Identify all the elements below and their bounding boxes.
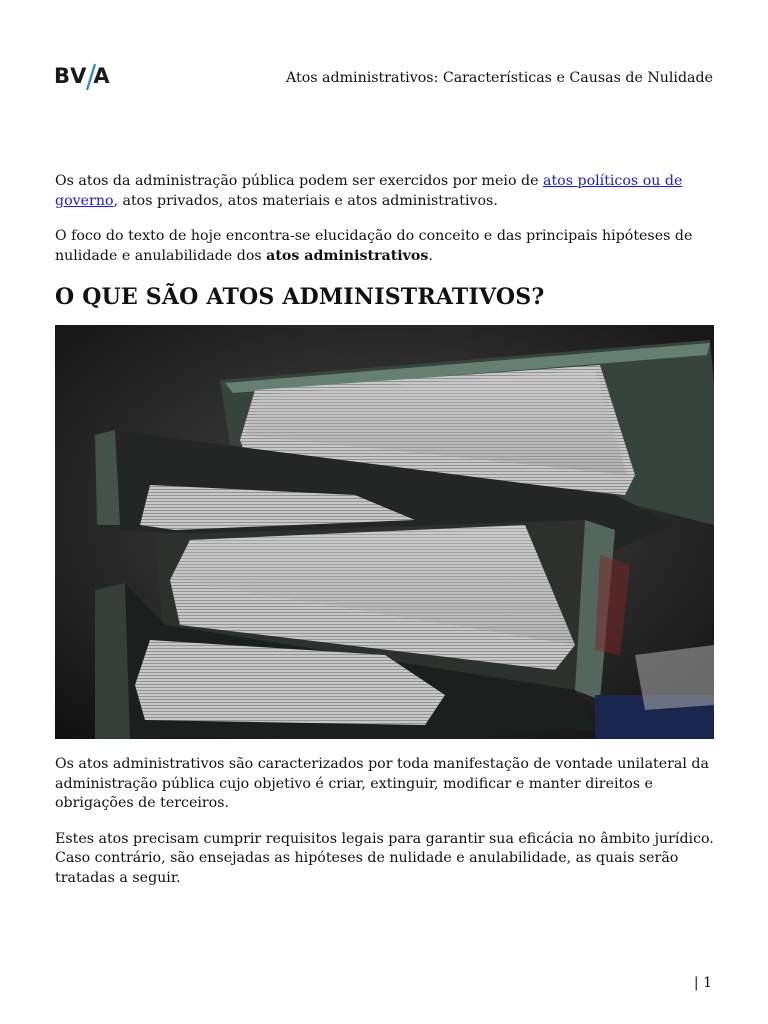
logo-text: BV A: [54, 64, 110, 88]
intro-p2-bold: atos administrativos: [266, 247, 429, 264]
section-paragraph-2: Estes atos precisam cumprir requisitos legais para garantir sua eficácia no âmbito jurídico. Caso contrário, são ensejadas as hipóteses de nulidade e anulabilidade, as quais serão tratadas a seguir.: [55, 830, 714, 886]
intro-paragraph-2: [55, 227, 715, 266]
bva-logo: [54, 62, 114, 92]
section-paragraph-1: Os atos administrativos são caracterizados por toda manifestação de vontade unilateral da administração pública cujo objetivo é criar, extinguir, modificar e manter direitos e obrigações de terceiros.: [55, 756, 709, 811]
intro-paragraph-1: [55, 172, 715, 211]
intro-p1-text-before: Os atos da administração pública podem ser exercidos por meio de: [55, 173, 543, 189]
document-body: [55, 172, 715, 904]
page-number: | 1: [693, 975, 712, 991]
intro-p1-text-after: , atos privados, atos materiais e atos administrativos.: [113, 192, 498, 209]
section-heading: O QUE SÃO ATOS ADMINISTRATIVOS?: [55, 284, 545, 310]
binders-photo: [55, 325, 714, 739]
intro-p2-text-after: .: [428, 247, 433, 264]
atos-politicos-link[interactable]: atos políticos ou de governo: [55, 173, 683, 209]
intro-p2-text-before: O foco do texto de hoje encontra-se elucidação do conceito e das principais hipóteses de nulidade e anulabilidade dos: [55, 228, 693, 264]
logo-slash-icon: [84, 62, 98, 92]
document-header-title: Atos administrativos: Características e Causas de Nulidade: [286, 70, 713, 86]
